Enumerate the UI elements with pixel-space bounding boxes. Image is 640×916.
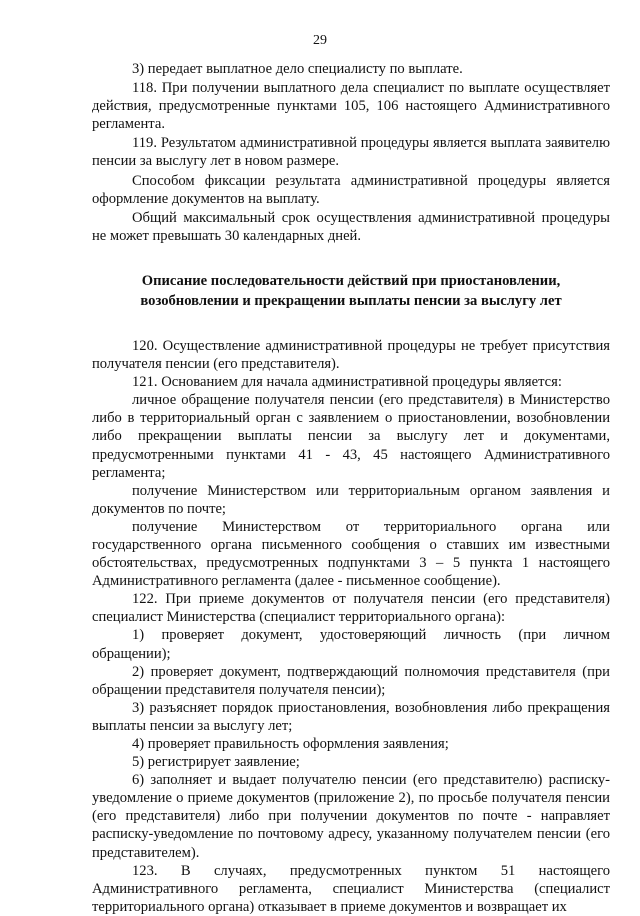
- list-item-2: 2) проверяет документ, подтверждающий полномочия представителя (при обращении представителя получателя пенсии);: [92, 663, 610, 698]
- document-body: [92, 60, 610, 916]
- paragraph-122: 122. При приеме документов от получателя пенсии (его представителя) специалист Министерства (специалист территориального органа):: [92, 591, 610, 626]
- paragraph-mail-receipt: получение Министерством или территориальным органом заявления и документов по почте;: [92, 482, 610, 517]
- paragraph-119: 119. Результатом административной процедуры является выплата заявителю пенсии за выслугу лет в новом размере.: [92, 135, 610, 170]
- section-heading: Описание последовательности действий при приостановлении, возобновлении и прекращении выплаты пенсии за выслугу лет: [140, 272, 562, 309]
- paragraph-written-message: получение Министерством от территориального органа или государственного органа письменного сообщения о ставших им известными обстоятельствах, предусмотренных подпунктами 3 – 5 пункта 1 настоящего Административного регламента (далее - письменное сообщение).: [92, 518, 610, 590]
- list-item-5: 5) регистрирует заявление;: [132, 754, 300, 771]
- paragraph-118: 118. При получении выплатного дела специалист по выплате осуществляет действия, предусмотренные пунктами 105, 106 настоящего Административного регламента.: [92, 80, 610, 133]
- paragraph-123: 123. В случаях, предусмотренных пунктом 51 настоящего Административного регламента, специалист Министерства (специалист территориального органа) отказывает в приеме документов и возвращает их: [92, 862, 610, 915]
- paragraph-personal-appeal: личное обращение получателя пенсии (его представителя) в Министерство либо в территориальный орган с заявлением о приостановлении, возобновлении либо прекращении выплаты пенсии за выслугу лет и документами, предусмотренными пунктами 41 - 43, 45 настоящего Административного регламента;: [92, 392, 610, 481]
- list-item-1: 1) проверяет документ, удостоверяющий личность (при личном обращении);: [92, 627, 610, 662]
- page-number: 29: [313, 33, 327, 48]
- paragraph-transfer-case: 3) передает выплатное дело специалисту по выплате.: [132, 61, 463, 77]
- list-item-3: 3) разъясняет порядок приостановления, возобновления либо прекращения выплаты пенсии за выслугу лет;: [92, 699, 610, 734]
- paragraph-120: 120. Осуществление административной процедуры не требует присутствия получателя пенсии (его представителя).: [92, 337, 610, 373]
- paragraph-fixation-method: Способом фиксации результата административной процедуры является оформление документов на выплату.: [92, 172, 610, 207]
- list-item-4: 4) проверяет правильность оформления заявления;: [132, 736, 449, 752]
- paragraph-121: 121. Основанием для начала административной процедуры является:: [132, 374, 562, 391]
- list-item-6: 6) заполняет и выдает получателю пенсии (его представителю) расписку-уведомление о приеме документов (приложение 2), по просьбе получателя пенсии (его представителя) либо при получении документов по почте - направляет расписку-уведомление по почтовому адресу, указанному получателем пенсии (его представителем).: [92, 772, 610, 861]
- paragraph-max-term: Общий максимальный срок осуществления административной процедуры не может превышать 30 календарных дней.: [92, 209, 610, 244]
